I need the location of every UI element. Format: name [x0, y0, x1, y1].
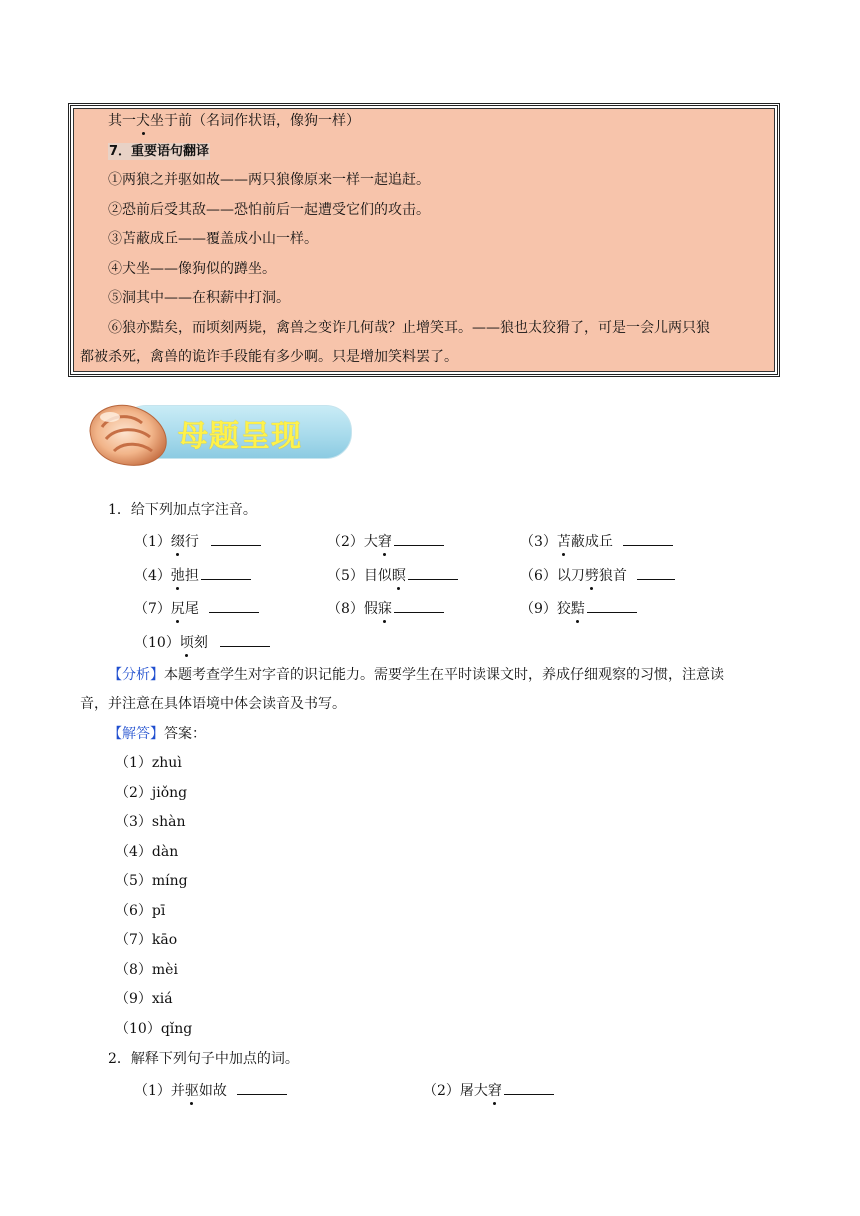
translation-item-5: ⑤洞其中——在积薪中打洞。 — [108, 290, 290, 306]
banner-title: 母题呈现 — [178, 419, 302, 454]
answer-6: （6）pī — [115, 903, 166, 919]
section-banner — [80, 397, 360, 471]
translation-item-1: ①两狼之并驱如故——两只狼像原来一样一起追赶。 — [108, 172, 430, 188]
q1-item-7: （7）尻尾 — [134, 598, 259, 618]
answer-blank[interactable] — [504, 1081, 554, 1095]
answer-2: （2）jiǒng — [115, 785, 188, 801]
q1-item-4: （4）弛担 — [134, 565, 251, 585]
answer-heading: 【解答】答案： — [108, 726, 206, 742]
answer-blank[interactable] — [220, 633, 270, 647]
answer-blank[interactable] — [394, 532, 444, 546]
answer-blank[interactable] — [623, 532, 673, 546]
answer-8: （8）mèi — [115, 962, 178, 978]
translation-item-2: ②恐前后受其敌——恐怕前后一起遭受它们的攻击。 — [108, 202, 430, 218]
q2-item-1: （1）并驱如故 — [134, 1080, 287, 1100]
translation-item-3: ③苫蔽成丘——覆盖成小山一样。 — [108, 231, 318, 247]
answer-blank[interactable] — [394, 599, 444, 613]
answer-5: （5）míng — [115, 873, 188, 889]
answer-7: （7）kāo — [115, 932, 178, 948]
q1-item-9: （9）狡黠 — [520, 598, 637, 618]
conch-shell-icon — [80, 397, 172, 471]
question-2-title: 2．解释下列句子中加点的词。 — [108, 1051, 299, 1067]
answer-9: （9）xiá — [115, 991, 173, 1007]
translation-item-4: ④犬坐——像狗似的蹲坐。 — [108, 261, 276, 277]
answer-3: （3）shàn — [115, 814, 186, 830]
answer-blank[interactable] — [211, 532, 261, 546]
q2-item-2: （2）屠大窘 — [423, 1080, 554, 1100]
summary-line-0: 其一犬坐于前（名词作状语，像狗一样） — [108, 110, 360, 130]
analysis-line-2: 音，并注意在具体语境中体会读音及书写。 — [80, 696, 346, 712]
question-1-title: 1．给下列加点字注音。 — [108, 502, 257, 518]
translation-item-6-line2: 都被杀死，禽兽的诡诈手段能有多少啊。只是增加笑料罢了。 — [80, 349, 458, 365]
q1-item-2: （2）大窘 — [327, 531, 444, 551]
q1-item-6: （6）以刀劈狼首 — [520, 565, 675, 585]
q1-item-8: （8）假寐 — [327, 598, 444, 618]
analysis-line-1: 【分析】本题考查学生对字音的识记能力。需要学生在平时读课文时，养成仔细观察的习惯，注意读 — [108, 667, 724, 683]
answer-blank[interactable] — [209, 599, 259, 613]
answer-4: （4）dàn — [115, 844, 179, 860]
answer-blank[interactable] — [637, 566, 675, 580]
q1-item-3: （3）苫蔽成丘 — [520, 531, 673, 551]
answer-blank[interactable] — [587, 599, 637, 613]
answer-1: （1）zhuì — [115, 755, 182, 771]
q1-item-10: （10）顷刻 — [134, 632, 270, 652]
q1-item-1: （1）缀行 — [134, 531, 261, 551]
q1-item-5: （5）目似瞑 — [327, 565, 458, 585]
answer-label: 【解答】 — [108, 726, 164, 742]
answer-blank[interactable] — [237, 1081, 287, 1095]
analysis-label: 【分析】 — [108, 667, 164, 683]
answer-blank[interactable] — [201, 566, 251, 580]
section-heading: 7．重要语句翻译 — [109, 144, 210, 159]
answer-blank[interactable] — [408, 566, 458, 580]
answer-10: （10）qǐng — [115, 1021, 193, 1037]
translation-item-6-line1: ⑥狼亦黠矣，而顷刻两毙，禽兽之变诈几何哉？止增笑耳。——狼也太狡猾了，可是一会儿两只狼 — [108, 320, 710, 336]
